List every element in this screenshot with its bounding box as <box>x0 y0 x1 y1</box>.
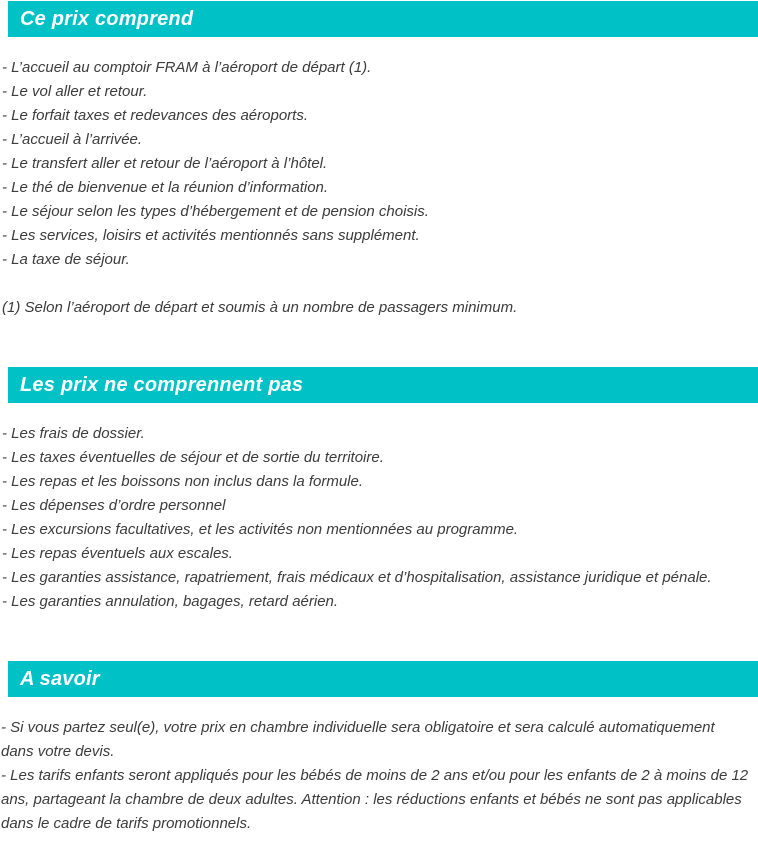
not-included-list <box>0 403 758 614</box>
included-list <box>0 37 758 272</box>
list-item: - L’accueil à l’arrivée. <box>2 131 143 148</box>
paragraph: - Si vous partez seul(e), votre prix en chambre individuelle sera obligatoire et sera calculé automatiquement dans votre devis. <box>1 719 715 760</box>
footnote: (1) Selon l’aéroport de départ et soumis à un nombre de passagers minimum. <box>2 299 518 316</box>
list-item: - Les garanties annulation, bagages, retard aérien. <box>2 593 339 610</box>
price-info-page <box>0 1 758 836</box>
list-item: - L’accueil au comptoir FRAM à l’aéroport de départ (1). <box>2 59 372 76</box>
section-to-know <box>0 661 758 836</box>
to-know-text <box>0 697 758 836</box>
section-price-included <box>0 1 758 320</box>
section-title-included: Ce prix comprend <box>20 7 194 30</box>
list-item: - Les services, loisirs et activités mentionnés sans supplément. <box>2 227 420 244</box>
list-item: - Les excursions facultatives, et les activités non mentionnées au programme. <box>2 521 519 538</box>
list-item: - Les garanties assistance, rapatriement, frais médicaux et d’hospitalisation, assistance juridique et pénale. <box>2 569 712 586</box>
section-header-to-know <box>8 661 758 697</box>
section-price-not-included <box>0 367 758 614</box>
list-item: - Les repas éventuels aux escales. <box>2 545 233 562</box>
list-item: - Les frais de dossier. <box>2 425 145 442</box>
list-item: - Les repas et les boissons non inclus dans la formule. <box>2 473 364 490</box>
section-header-not-included <box>8 367 758 403</box>
paragraph: - Les tarifs enfants seront appliqués pour les bébés de moins de 2 ans et/ou pour les enfants de 2 à moins de 12 ans, partageant la chambre de deux adultes. Attention : les réductions enfants et bébés ne sont pas applicables dans le cadre de tarifs promotionnels. <box>1 767 749 832</box>
list-item: - Le transfert aller et retour de l’aéroport à l’hôtel. <box>2 155 328 172</box>
list-item: - Le séjour selon les types d’hébergement et de pension choisis. <box>2 203 429 220</box>
list-item: - Le forfait taxes et redevances des aéroports. <box>2 107 308 124</box>
section-title-to-know: A savoir <box>20 667 100 690</box>
list-item: - Les dépenses d’ordre personnel <box>2 497 226 514</box>
list-item: - Les taxes éventuelles de séjour et de sortie du territoire. <box>2 449 384 466</box>
list-item: - Le thé de bienvenue et la réunion d’information. <box>2 179 329 196</box>
section-title-not-included: Les prix ne comprennent pas <box>20 373 304 396</box>
list-item: - La taxe de séjour. <box>2 251 130 268</box>
list-item: - Le vol aller et retour. <box>2 83 148 100</box>
section-header-included <box>8 1 758 37</box>
